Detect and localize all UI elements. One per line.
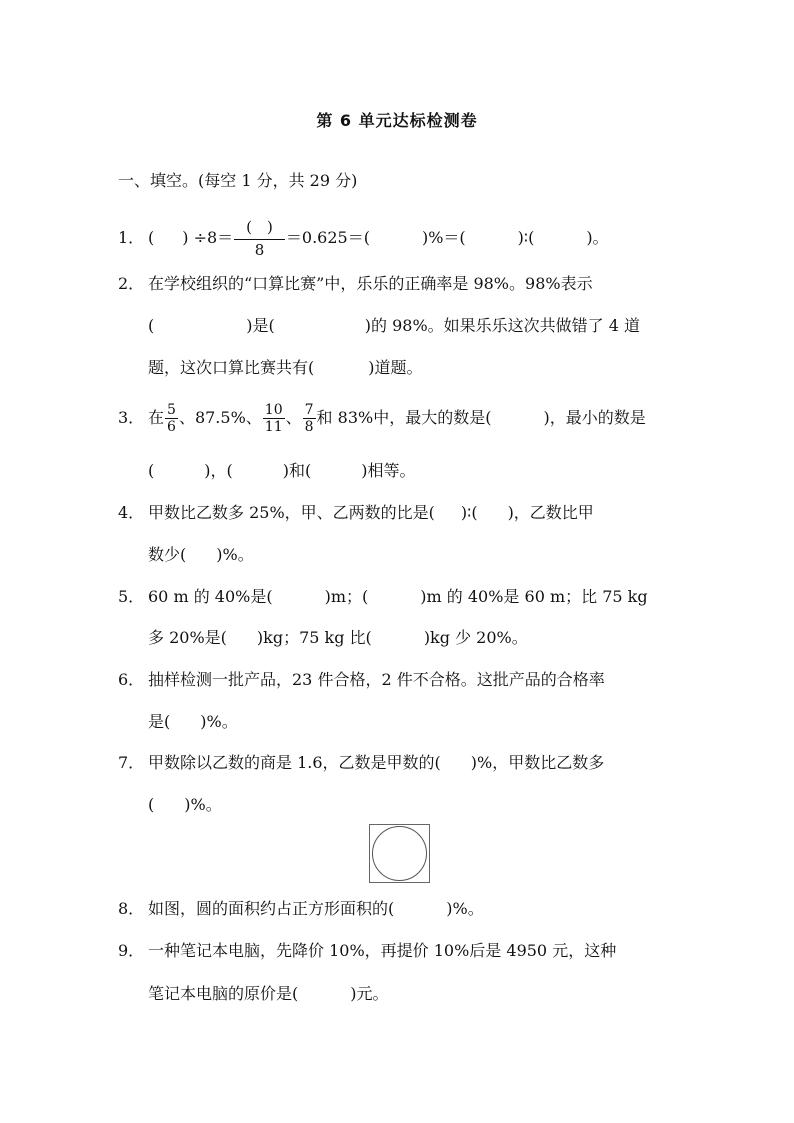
fraction [263,402,285,435]
fraction [234,217,285,260]
question-text: )的 98%。如果乐乐这次共做错了 4 道 [364,316,640,335]
q1-text: ) ÷8＝ [182,228,234,247]
question-text: )%。 [446,899,484,918]
question-text: 在学校组织的“口算比赛”中，乐乐的正确率是 98%。98%表示 [148,274,593,293]
question-text: )%。 [184,795,222,814]
question-text: )%，甲数比乙数多 [470,753,605,772]
question-text: )kg；75 kg 比( [256,628,372,647]
question-text: )是( [246,316,275,335]
blank-open: ( [148,316,155,335]
question-text: 和 83%中，最大的数是( [316,408,492,427]
q1-text: )∶( [517,228,535,247]
question-7-line-1 [118,752,604,774]
question-text: )元。 [350,984,389,1003]
blank-open: ( [148,228,155,247]
question-text: )∶( [460,503,478,522]
question-2-line-3 [148,357,423,379]
question-5-line-2 [148,627,528,649]
question-text: 、87.5%、 [178,408,262,427]
question-number: 2． [118,274,145,293]
question-text: )%。 [216,545,254,564]
question-text: )，( [204,461,233,480]
question-text: )m 的 40%是 60 m；比 75 kg [420,587,648,606]
question-text: 甲数比乙数多 25%，甲、乙两数的比是( [148,503,435,522]
question-text: )相等。 [361,461,416,480]
page-title: 第 6 单元达标检测卷 [316,111,478,130]
question-6-line-1 [118,669,605,691]
fraction-denominator: 6 [167,419,176,435]
question-9-line-1 [118,940,616,962]
question-6-line-2 [148,711,238,733]
question-text: 60 m 的 40%是( [148,587,273,606]
question-text: )和( [282,461,312,480]
fraction-denominator: 11 [264,419,283,435]
question-text: 多 20%是( [148,628,227,647]
fraction-denominator: 8 [304,419,314,435]
fraction-denominator: 8 [254,241,265,259]
question-3-line-2 [148,460,416,482]
question-text: )道题。 [368,358,423,377]
question-text: 在 [148,408,165,427]
question-text: 抽样检测一批产品，23 件合格，2 件不合格。这批产品的合格率 [148,670,605,689]
question-number: 3． [118,408,145,427]
question-text: )m；( [324,587,369,606]
question-text: 数少( [148,545,187,564]
question-text: )，乙数比甲 [507,503,594,522]
question-number: 1． [118,228,145,247]
fraction [165,402,178,435]
question-9-line-2 [148,983,389,1005]
question-5-line-1 [118,586,648,608]
fraction-numerator[interactable]: ( ) [234,217,285,240]
question-1 [118,214,609,262]
q1-text: )。 [586,228,609,247]
fraction [303,402,316,435]
question-number: 9． [118,941,145,960]
question-text: 甲数除以乙数的商是 1.6，乙数是甲数的( [148,753,441,772]
circle-figure [372,826,427,881]
question-text: 笔记本电脑的原价是( [148,984,299,1003]
question-8 [118,898,484,920]
question-text: 是( [148,712,171,731]
question-text: 如图，圆的面积约占正方形面积的( [148,899,395,918]
question-text: 一种笔记本电脑，先降价 10%，再提价 10%后是 4950 元，这种 [148,941,617,960]
fraction-numerator: 10 [264,402,283,418]
question-text: 题，这次口算比赛共有( [148,358,315,377]
question-2-line-2 [148,315,640,337]
section-heading: 一、填空。(每空 1 分，共 29 分) [118,171,358,190]
question-number: 8． [118,899,145,918]
fraction-numerator: 7 [304,402,314,418]
question-text: )%。 [200,712,238,731]
q1-text: )%＝( [421,228,466,247]
question-text: 、 [285,408,302,427]
square-figure [369,824,430,883]
question-2-line-1 [118,273,593,295]
question-4-line-1 [118,502,594,524]
fraction-numerator: 5 [167,402,176,418]
question-text: )kg 少 20%。 [423,628,528,647]
question-4-line-2 [148,544,254,566]
q1-text: ＝0.625＝( [285,228,370,247]
question-number: 4． [118,503,145,522]
question-number: 7． [118,753,145,772]
question-number: 6． [118,670,145,689]
blank-open: ( [148,795,155,814]
question-7-line-2 [148,794,222,816]
question-3-line-1 [118,398,646,438]
question-number: 5． [118,587,145,606]
question-text: )，最小的数是 [543,408,646,427]
blank-open: ( [148,461,155,480]
